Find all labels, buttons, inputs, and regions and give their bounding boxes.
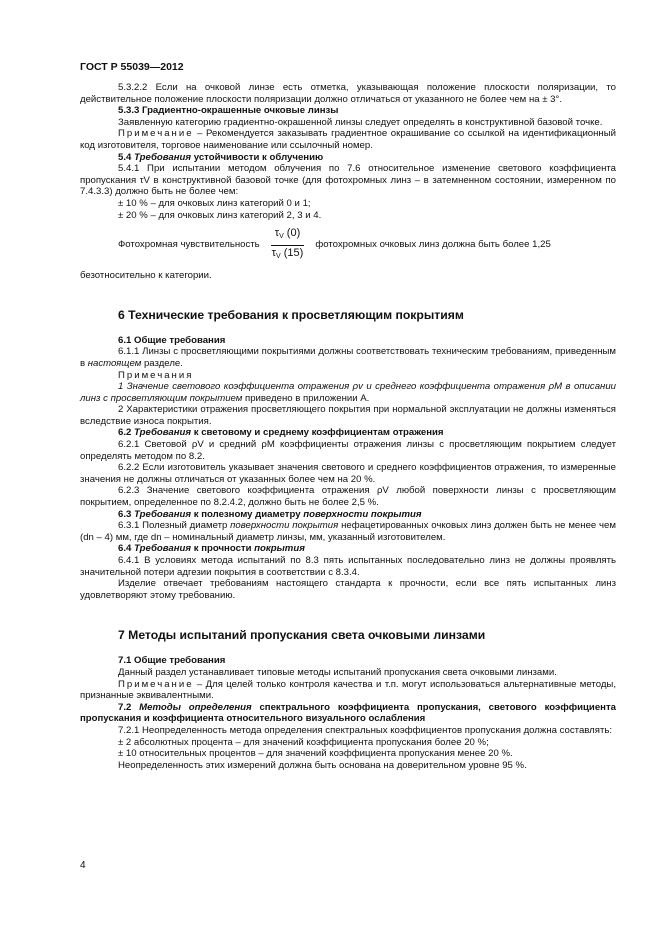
photochromic-formula-row <box>80 225 616 265</box>
heading-6-3 <box>80 509 616 521</box>
heading-rest: устойчивости к облучению <box>191 151 324 163</box>
notes-label: Примечания <box>118 369 194 381</box>
clause-6-2-3: 6.2.3 Значение светового коэффициента отражения ρV любой поверхности линзы с просветляющим покрытием, определенное по 8.2.4.2, должно быть не более 2,5 %. <box>80 485 616 509</box>
text: приведено в приложении А. <box>242 392 370 404</box>
clause-6-2-2: 6.2.2 Если изготовитель указывает значения светового и среднего коэффициентов отражения, то измеренные значения не должны отличаться от указанных более чем на 20 %. <box>80 462 616 485</box>
heading-6-4 <box>80 543 616 555</box>
clause-5-4-1: 5.4.1 При испытании методом облучения по 7.6 относительное изменение светового коэффициента пропускания τV в конструктивной базовой точке (для фотохромных линз – в затемненном состоянии, измеренном по 7.4.3.3) должно быть не более чем: <box>80 163 616 198</box>
note-text: – Для целей только контроля качества и т.п. могут использоваться альтернативные методы, признанные эквивалентными. <box>80 678 616 702</box>
note-5-3-3 <box>80 128 616 151</box>
heading-italic: Требования <box>134 427 192 439</box>
argument: (0) <box>283 227 301 240</box>
text: разделе. <box>141 357 183 369</box>
heading-italic: покрытия <box>254 543 305 555</box>
heading-italic: поверхности покрытия <box>303 508 422 520</box>
heading-italic: Требования <box>134 508 192 520</box>
clause-6-4-1: 6.4.1 В условиях метода испытаний по 8.3 пять испытанных последовательно линз не должны проявлять значительной потери адгезии покрытия в соответствии с 8.3.4. <box>80 555 616 578</box>
standard-header: ГОСТ Р 55039—2012 <box>80 61 184 73</box>
heading-number: 6.4 <box>118 543 135 555</box>
fraction-denominator <box>268 246 308 263</box>
section-7-heading: 7 Методы испытаний пропускания света очковыми линзами <box>118 628 486 643</box>
tau-symbol: τ <box>274 227 280 240</box>
note-label: Примечание <box>118 678 194 690</box>
formula-trail-text: фотохромных очковых линз должна быть более 1,25 <box>315 239 551 251</box>
subscript: V <box>276 252 281 260</box>
heading-italic: Требования <box>134 543 192 555</box>
note-7-1 <box>80 679 616 702</box>
clause-5-3-2-2: 5.3.2.2 Если на очковой линзе есть отметка, указывающая положение плоскости поляризации, то действительное положение плоскости поляризации должно отличаться от указанного не более чем на ± 3°. <box>80 82 616 105</box>
heading-5-3-3: 5.3.3 Градиентно-окрашенные очковые линзы <box>118 105 339 117</box>
subscript: V <box>279 233 284 241</box>
clause-7-1: Данный раздел устанавливает типовые методы испытаний пропускания света очковыми линзами. <box>118 666 557 678</box>
italic-text: настоящем <box>87 357 142 369</box>
italic-text: поверхности покрытия <box>230 520 339 532</box>
clause-5-3-3: Заявленную категорию градиентно-окрашенной линзы следует определять в конструктивной базовой точке. <box>118 116 603 128</box>
fraction-numerator <box>271 228 305 246</box>
formula-tail: безотносительно к категории. <box>80 270 212 282</box>
heading-6-2 <box>80 427 616 439</box>
tau-symbol: τ <box>271 246 277 259</box>
list-item: ± 10 % – для очковых линз категорий 0 и 1; <box>118 197 311 209</box>
text: нефацетированных очковых линз должен быть не менее чем (dn – 4) мм, где dn – номинальный диаметр линзы, мм, указанный изготовителем. <box>80 520 616 543</box>
document-body <box>80 82 616 771</box>
note-text: – Рекомендуется заказывать градиентное окрашивание со ссылкой на идентификационный код изготовителя, торговое наименование или ссылочный номер. <box>80 128 616 151</box>
clause-7-2-1-c: Неопределенность этих измерений должна быть основана на доверительном уровне 95 %. <box>118 759 527 771</box>
heading-number: 5.4 <box>118 151 135 163</box>
note-6-1-1 <box>80 381 616 404</box>
heading-7-2 <box>80 702 616 725</box>
italic-text: 1 Значение светового коэффициента отражения ρv и среднего коэффициента отражения ρM в описании линз с просветляющим покрытием <box>80 381 616 404</box>
list-item: ± 10 относительных процентов – для значений коэффициента пропускания менее 20 %. <box>118 748 513 760</box>
text: 6.3.1 Полезный диаметр <box>118 520 231 532</box>
clause-6-3-1 <box>80 520 616 543</box>
heading-number: 6.3 <box>118 508 135 520</box>
page-number: 4 <box>80 860 86 871</box>
heading-rest: к световому и среднему коэффициентам отражения <box>191 427 444 439</box>
heading-rest: спектрального коэффициента пропускания, светового коэффициента пропускания и коэффициента относительного визуального ослабления <box>80 701 616 725</box>
heading-rest: к прочности <box>191 543 255 555</box>
text: 6.1.1 Линзы с просветляющими покрытиями должны соответствовать техническим требованиям, приведенным в <box>80 346 616 369</box>
formula-lead-text: Фотохромная чувствительность <box>118 239 260 251</box>
clause-6-1-1 <box>80 346 616 369</box>
list-item: ± 2 абсолютных процента – для значений коэффициента пропускания более 20 %; <box>118 736 489 748</box>
heading-number: 6.2 <box>118 427 135 439</box>
heading-6-1: 6.1 Общие требования <box>118 334 226 346</box>
heading-rest: к полезному диаметру <box>191 508 304 520</box>
heading-number: 7.2 <box>118 701 140 713</box>
formula-fraction <box>268 228 308 262</box>
argument: (15) <box>280 246 304 259</box>
section-6-heading: 6 Технические требования к просветляющим покрытиям <box>118 307 464 322</box>
list-item: ± 20 % – для очковых линз категорий 2, 3 и 4. <box>118 209 322 221</box>
heading-5-4 <box>80 152 616 164</box>
clause-7-2-1: 7.2.1 Неопределенность метода определения спектральных коэффициентов пропускания должна составлять: <box>118 724 613 736</box>
clause-6-4-1-b: Изделие отвечает требованиям настоящего стандарта к прочности, если все пять испытанных линз удовлетворяют этому требованию. <box>80 578 616 601</box>
note-6-1-2: 2 Характеристики отражения просветляющего покрытия при нормальной эксплуатации не должны изменяться вследствие износа покрытия. <box>80 404 616 427</box>
heading-7-1: 7.1 Общие требования <box>118 655 226 667</box>
note-label: Примечание <box>118 128 194 140</box>
clause-6-2-1: 6.2.1 Световой ρV и средний ρM коэффициенты отражения линзы с просветляющим покрытием следует определять методом по 8.2. <box>80 439 616 462</box>
heading-italic: Требования <box>134 151 192 163</box>
heading-italic: Методы определения <box>139 701 252 713</box>
